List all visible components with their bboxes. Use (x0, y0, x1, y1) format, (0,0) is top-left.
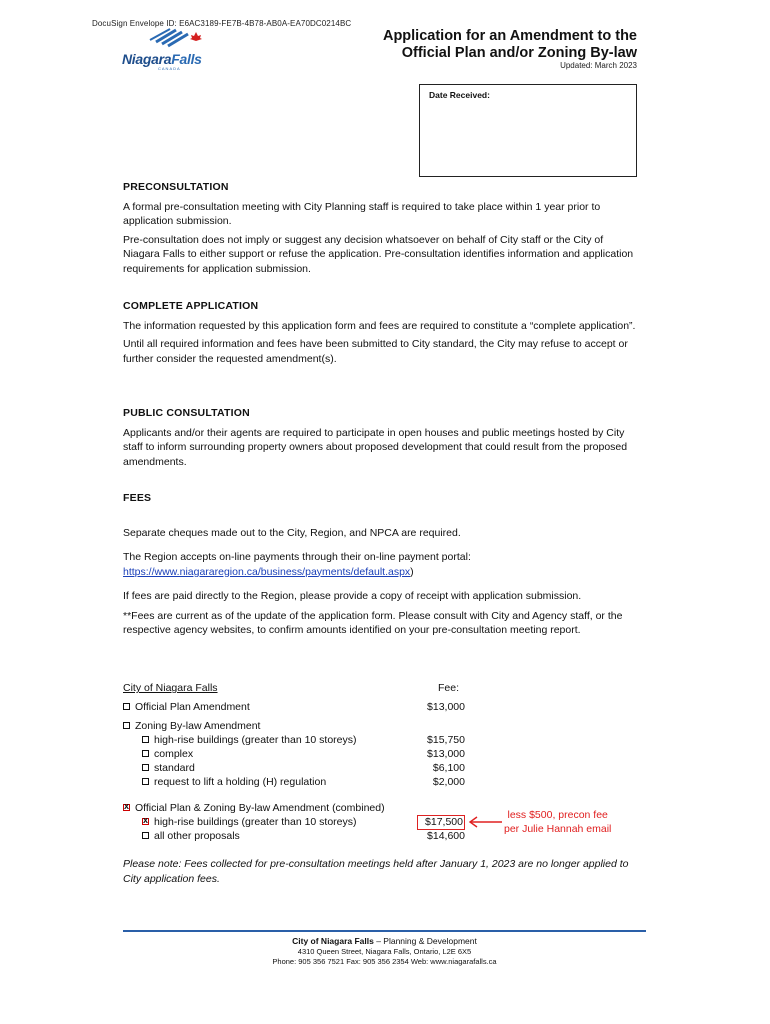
checkbox-zoning-bylaw[interactable] (123, 722, 130, 729)
fees-note: Please note: Fees collected for pre-consultation meetings held after January 1, 2023 are no longer applied to City application fees. (123, 858, 629, 885)
fee-row[interactable] (123, 801, 465, 815)
fees-paragraph-3: If fees are paid directly to the Region, please provide a copy of receipt with application submission. (123, 590, 582, 602)
annotation-line-1: less $500, precon fee (507, 809, 608, 821)
preconsultation-paragraph-2: Pre-consultation does not imply or suggest any decision whatsoever on behalf of City staff or the City of Niagara Falls to either support or refuse the application. Pre-consultation identifies information and application requirements for application submission. (123, 233, 634, 275)
checkbox-combined-other[interactable] (142, 832, 149, 839)
fee-row[interactable] (123, 719, 465, 733)
public-consultation-paragraph: Applicants and/or their agents are required to participate in open houses and public meetings hosted by City staff to inform surrounding property owners about proposed development that could result from the proposed amendments. (123, 426, 628, 468)
fees-section (123, 491, 637, 638)
complete-application-paragraph-1: The information requested by this application form and fees are required to constitute a “complete application”. (123, 319, 636, 332)
fees-heading: FEES (123, 492, 152, 504)
footer-contact: Phone: 905 356 7521 Fax: 905 356 2354 Web: www.niagarafalls.ca (272, 957, 497, 966)
docusign-envelope-id: DocuSign Envelope ID: E6AC3189-FE7B-4B78-AB0A-EA70DC0214BC (92, 19, 352, 28)
checkbox-zoning-holding[interactable] (142, 778, 149, 785)
title-line-2: Official Plan and/or Zoning By-law (401, 45, 637, 61)
checkbox-combined-high-rise-checked[interactable] (142, 818, 149, 825)
fee-row[interactable] (123, 815, 465, 829)
checkbox-zoning-standard[interactable] (142, 764, 149, 771)
logo-name-main: Niagara (122, 51, 172, 67)
logo-wordmark (122, 51, 202, 67)
logo-name-falls: Falls (171, 51, 202, 67)
checkbox-zoning-complex[interactable] (142, 750, 149, 757)
fee-table-header (123, 681, 465, 695)
preconsultation-heading: PRECONSULTATION (123, 181, 229, 193)
fee-table-header-fee: Fee: (437, 682, 459, 694)
public-consultation-section (123, 406, 637, 469)
fee-row-label: Zoning By-law Amendment (135, 720, 261, 732)
fee-row-label: high-rise buildings (greater than 10 storeys) (154, 734, 357, 746)
fee-row-amount: $2,000 (432, 776, 465, 788)
annotation-arrow-icon (468, 816, 504, 828)
fee-row-amount: $13,000 (427, 701, 465, 713)
fee-row-label: standard (154, 762, 195, 774)
footer (123, 936, 646, 968)
fee-row[interactable] (123, 775, 465, 789)
checkbox-official-plan[interactable] (123, 703, 130, 710)
footer-divider (123, 930, 646, 932)
footer-org: City of Niagara Falls (292, 936, 374, 946)
fees-link-close: ) (410, 565, 414, 578)
fees-link-line (123, 565, 637, 580)
fee-row-label: Official Plan & Zoning By-law Amendment (combined) (135, 802, 385, 814)
fee-row[interactable] (123, 761, 465, 775)
fee-row-amount: $14,600 (427, 830, 465, 842)
public-consultation-heading: PUBLIC CONSULTATION (123, 407, 250, 419)
complete-application-heading: COMPLETE APPLICATION (123, 300, 259, 312)
preconsultation-paragraph-1: A formal pre-consultation meeting with City Planning staff is required to take place within 1 year prior to application submission. (123, 200, 601, 227)
fee-row-amount: $17,500 (425, 816, 463, 828)
fee-highlight-box (417, 815, 465, 830)
preconsultation-section (123, 180, 637, 276)
fee-row-amount: $15,750 (427, 734, 465, 746)
checkbox-zoning-high-rise[interactable] (142, 736, 149, 743)
fee-row-amount: $13,000 (427, 748, 465, 760)
checkbox-combined-checked[interactable] (123, 804, 130, 811)
fee-row[interactable] (123, 733, 465, 747)
fee-row-label: complex (154, 748, 194, 760)
fee-row-label: request to lift a holding (H) regulation (154, 776, 327, 788)
document-title (383, 28, 637, 62)
updated-date: Updated: March 2023 (560, 61, 637, 70)
date-received-label: Date Received: (429, 90, 490, 100)
logo-country: CANADA (158, 66, 181, 71)
fee-row-label: all other proposals (154, 830, 240, 842)
fee-row-label: Official Plan Amendment (135, 701, 250, 713)
fee-row-amount: $6,100 (432, 762, 465, 774)
title-line-1: Application for an Amendment to the (382, 28, 637, 44)
region-payment-link[interactable]: https://www.niagararegion.ca/business/payments/default.aspx (123, 565, 411, 578)
fees-paragraph-1: Separate cheques made out to the City, Region, and NPCA are required. (123, 526, 461, 539)
footer-address: 4310 Queen Street, Niagara Falls, Ontario, L2E 6X5 (297, 946, 472, 956)
fee-row-label: high-rise buildings (greater than 10 storeys) (154, 816, 357, 828)
reviewer-annotation (504, 808, 611, 836)
date-received-box[interactable] (419, 84, 637, 177)
fees-paragraph-2: The Region accepts on-line payments through their on-line payment portal: (123, 551, 471, 563)
annotation-line-2: per Julie Hannah email (504, 823, 612, 835)
fee-table-header-label: City of Niagara Falls (123, 682, 218, 694)
complete-application-paragraph-2: Until all required information and fees have been submitted to City standard, the City may refuse to accept or further consider the requested amendment(s). (123, 338, 628, 365)
complete-application-section (123, 299, 637, 366)
fee-row[interactable] (123, 700, 465, 714)
fee-row[interactable] (123, 829, 465, 843)
footer-dept: – Planning & Development (373, 936, 477, 946)
fee-row[interactable] (123, 747, 465, 761)
fees-paragraph-4: **Fees are current as of the update of the application form. Please consult with City and Agency staff, or the respective agency websites, to confirm amounts identified on your pre-consultation meeting report. (123, 609, 623, 636)
